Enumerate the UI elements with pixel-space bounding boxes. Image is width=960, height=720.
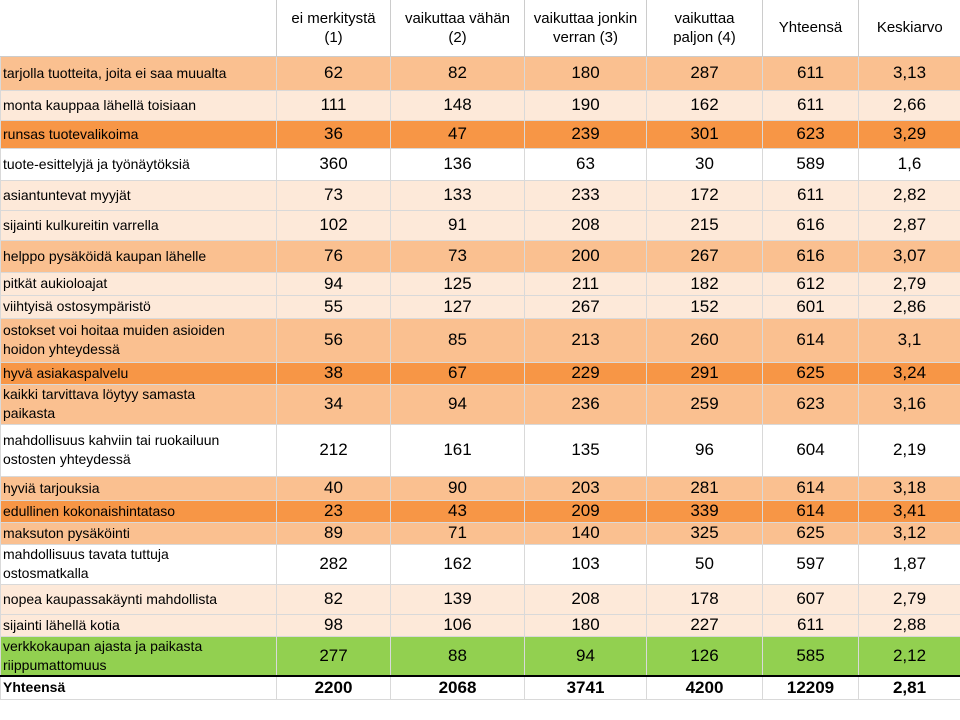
- row-value-cell: 180: [525, 614, 647, 636]
- row-value-cell: 94: [525, 636, 647, 676]
- row-value-cell: 360: [277, 148, 391, 180]
- row-value-cell: 96: [647, 424, 763, 476]
- row-value-cell: 282: [277, 544, 391, 584]
- table-row: [1, 500, 960, 522]
- row-label-line: mahdollisuus kahviin tai ruokailuun: [3, 432, 220, 448]
- row-value-cell: 233: [525, 180, 647, 210]
- row-value-cell: 106: [391, 614, 525, 636]
- row-label-line: pitkät aukioloajat: [3, 275, 108, 291]
- row-label: [1, 90, 277, 120]
- row-value-cell: 2,88: [859, 614, 960, 636]
- total-value-cell: 2068: [391, 676, 525, 700]
- row-value-cell: 82: [391, 56, 525, 90]
- row-value-cell: 76: [277, 240, 391, 272]
- row-value-cell: 259: [647, 384, 763, 424]
- total-value-cell: 2200: [277, 676, 391, 700]
- row-label: [1, 120, 277, 148]
- table-row: [1, 295, 960, 318]
- row-label: [1, 295, 277, 318]
- row-value-cell: 208: [525, 584, 647, 614]
- row-value-cell: 55: [277, 295, 391, 318]
- row-value-cell: 267: [647, 240, 763, 272]
- row-label-line: helppo pysäköidä kaupan lähelle: [3, 247, 207, 264]
- table-row: [1, 318, 960, 362]
- row-value-cell: 3,41: [859, 500, 960, 522]
- total-value-cell: 3741: [525, 676, 647, 700]
- row-value-cell: 614: [763, 476, 859, 500]
- row-value-cell: 585: [763, 636, 859, 676]
- row-value-cell: 614: [763, 500, 859, 522]
- row-label-line: monta kauppaa lähellä toisiaan: [3, 96, 197, 113]
- row-value-cell: 88: [391, 636, 525, 676]
- row-label: [1, 636, 277, 676]
- row-value-cell: 3,18: [859, 476, 960, 500]
- row-value-cell: 301: [647, 120, 763, 148]
- col-header-total: Yhteensä: [763, 0, 859, 56]
- table-row: [1, 362, 960, 384]
- row-label-line: nopea kaupassakäynti mahdollista: [3, 590, 218, 607]
- row-value-cell: 227: [647, 614, 763, 636]
- table-row: [1, 636, 960, 676]
- row-value-cell: 236: [525, 384, 647, 424]
- row-value-cell: 215: [647, 210, 763, 240]
- table-row: [1, 148, 960, 180]
- row-value-cell: 2,79: [859, 584, 960, 614]
- table-row: [1, 56, 960, 90]
- row-value-cell: 103: [525, 544, 647, 584]
- row-label-line: verkkokaupan ajasta ja paikasta: [3, 637, 203, 654]
- row-label: [1, 584, 277, 614]
- row-value-cell: 2,86: [859, 295, 960, 318]
- row-value-cell: 623: [763, 120, 859, 148]
- row-value-cell: 140: [525, 522, 647, 544]
- row-label-line: hyvä asiakaspalvelu: [3, 364, 129, 381]
- row-label: [1, 272, 277, 295]
- row-value-cell: 162: [391, 544, 525, 584]
- row-label-line: sijainti kulkureitin varrella: [3, 216, 159, 233]
- row-value-cell: 3,07: [859, 240, 960, 272]
- row-value-cell: 211: [525, 272, 647, 295]
- row-value-cell: 36: [277, 120, 391, 148]
- row-value-cell: 172: [647, 180, 763, 210]
- row-value-cell: 98: [277, 614, 391, 636]
- row-value-cell: 3,13: [859, 56, 960, 90]
- row-label: [1, 614, 277, 636]
- row-value-cell: 34: [277, 384, 391, 424]
- row-value-cell: 47: [391, 120, 525, 148]
- row-label-line: maksuton pysäköinti: [3, 524, 130, 541]
- row-label-line: sijainti lähellä kotia: [3, 616, 120, 633]
- row-label: [1, 240, 277, 272]
- row-label-line: riippumattomuus: [3, 656, 107, 673]
- row-value-cell: 212: [277, 424, 391, 476]
- row-label-line: edullinen kokonaishintataso: [3, 502, 176, 519]
- row-label-line: viihtyisä ostosympäristö: [3, 298, 151, 314]
- row-label: [1, 148, 277, 180]
- row-label-line: paikasta: [3, 405, 56, 421]
- row-value-cell: 623: [763, 384, 859, 424]
- total-value-cell: 4200: [647, 676, 763, 700]
- col-header-3: vaikuttaa jonkin verran (3): [525, 0, 647, 56]
- row-value-cell: 614: [763, 318, 859, 362]
- row-value-cell: 2,66: [859, 90, 960, 120]
- row-value-cell: 291: [647, 362, 763, 384]
- row-value-cell: 56: [277, 318, 391, 362]
- row-value-cell: 611: [763, 614, 859, 636]
- row-value-cell: 127: [391, 295, 525, 318]
- total-row: [1, 676, 960, 700]
- row-value-cell: 3,24: [859, 362, 960, 384]
- row-label-line: hyviä tarjouksia: [3, 479, 100, 496]
- col-header-1: ei merkitystä (1): [277, 0, 391, 56]
- row-label-line: kaikki tarvittava löytyy samasta: [3, 386, 196, 402]
- row-value-cell: 71: [391, 522, 525, 544]
- row-value-cell: 133: [391, 180, 525, 210]
- row-value-cell: 601: [763, 295, 859, 318]
- row-label-line: ostosten yhteydessä: [3, 451, 131, 467]
- row-value-cell: 625: [763, 522, 859, 544]
- row-value-cell: 213: [525, 318, 647, 362]
- row-label-line: asiantuntevat myyjät: [3, 186, 131, 203]
- table-row: [1, 210, 960, 240]
- row-value-cell: 50: [647, 544, 763, 584]
- row-value-cell: 94: [277, 272, 391, 295]
- row-value-cell: 43: [391, 500, 525, 522]
- row-label-line: runsas tuotevalikoima: [3, 125, 139, 142]
- row-value-cell: 625: [763, 362, 859, 384]
- row-value-cell: 208: [525, 210, 647, 240]
- row-label-line: hoidon yhteydessä: [3, 341, 120, 357]
- row-value-cell: 125: [391, 272, 525, 295]
- row-value-cell: 67: [391, 362, 525, 384]
- row-value-cell: 616: [763, 240, 859, 272]
- row-value-cell: 180: [525, 56, 647, 90]
- row-value-cell: 611: [763, 90, 859, 120]
- row-label: [1, 384, 277, 424]
- row-value-cell: 203: [525, 476, 647, 500]
- row-label: [1, 522, 277, 544]
- row-value-cell: 260: [647, 318, 763, 362]
- row-label: [1, 318, 277, 362]
- header-blank-cell: [1, 0, 277, 56]
- row-value-cell: 1,6: [859, 148, 960, 180]
- row-value-cell: 73: [277, 180, 391, 210]
- row-label-line: ostokset voi hoitaa muiden asioiden: [3, 322, 225, 338]
- row-value-cell: 135: [525, 424, 647, 476]
- row-label-line: mahdollisuus tavata tuttuja: [3, 546, 169, 562]
- header-row: [1, 0, 960, 56]
- row-value-cell: 136: [391, 148, 525, 180]
- row-value-cell: 287: [647, 56, 763, 90]
- row-value-cell: 85: [391, 318, 525, 362]
- total-value-cell: 12209: [763, 676, 859, 700]
- row-value-cell: 162: [647, 90, 763, 120]
- row-value-cell: 597: [763, 544, 859, 584]
- table-row: [1, 544, 960, 584]
- table-row: [1, 424, 960, 476]
- table-row: [1, 384, 960, 424]
- row-value-cell: 611: [763, 180, 859, 210]
- table-row: [1, 476, 960, 500]
- row-value-cell: 267: [525, 295, 647, 318]
- row-value-cell: 611: [763, 56, 859, 90]
- row-value-cell: 612: [763, 272, 859, 295]
- row-value-cell: 94: [391, 384, 525, 424]
- table-row: [1, 120, 960, 148]
- row-value-cell: 604: [763, 424, 859, 476]
- row-value-cell: 3,1: [859, 318, 960, 362]
- row-value-cell: 209: [525, 500, 647, 522]
- col-header-2: vaikuttaa vähän (2): [391, 0, 525, 56]
- row-value-cell: 277: [277, 636, 391, 676]
- row-label-line: tuote-esittelyjä ja työnäytöksiä: [3, 155, 190, 172]
- row-value-cell: 89: [277, 522, 391, 544]
- table-row: [1, 90, 960, 120]
- total-label: Yhteensä: [1, 676, 277, 700]
- row-value-cell: 90: [391, 476, 525, 500]
- table-row: [1, 240, 960, 272]
- row-value-cell: 126: [647, 636, 763, 676]
- row-value-cell: 148: [391, 90, 525, 120]
- table-body: [1, 56, 960, 700]
- row-value-cell: 139: [391, 584, 525, 614]
- row-label: [1, 362, 277, 384]
- row-value-cell: 30: [647, 148, 763, 180]
- row-value-cell: 102: [277, 210, 391, 240]
- row-value-cell: 190: [525, 90, 647, 120]
- table-row: [1, 584, 960, 614]
- row-value-cell: 2,87: [859, 210, 960, 240]
- row-value-cell: 91: [391, 210, 525, 240]
- row-value-cell: 281: [647, 476, 763, 500]
- row-value-cell: 178: [647, 584, 763, 614]
- col-header-mean: Keskiarvo: [859, 0, 960, 56]
- row-value-cell: 82: [277, 584, 391, 614]
- row-label-line: tarjolla tuotteita, joita ei saa muualta: [3, 64, 227, 81]
- row-value-cell: 3,12: [859, 522, 960, 544]
- row-value-cell: 152: [647, 295, 763, 318]
- row-value-cell: 161: [391, 424, 525, 476]
- col-header-4: vaikuttaa paljon (4): [647, 0, 763, 56]
- total-value-cell: 2,81: [859, 676, 960, 700]
- row-value-cell: 616: [763, 210, 859, 240]
- row-value-cell: 607: [763, 584, 859, 614]
- row-value-cell: 2,12: [859, 636, 960, 676]
- row-value-cell: 2,82: [859, 180, 960, 210]
- row-value-cell: 40: [277, 476, 391, 500]
- row-value-cell: 38: [277, 362, 391, 384]
- row-label: [1, 56, 277, 90]
- row-value-cell: 3,29: [859, 120, 960, 148]
- row-value-cell: 2,19: [859, 424, 960, 476]
- row-value-cell: 1,87: [859, 544, 960, 584]
- row-value-cell: 589: [763, 148, 859, 180]
- row-value-cell: 229: [525, 362, 647, 384]
- row-label-line: ostosmatkalla: [3, 565, 89, 581]
- row-value-cell: 111: [277, 90, 391, 120]
- table-row: [1, 272, 960, 295]
- row-label: [1, 500, 277, 522]
- table-row: [1, 522, 960, 544]
- row-value-cell: 182: [647, 272, 763, 295]
- row-label: [1, 180, 277, 210]
- row-value-cell: 325: [647, 522, 763, 544]
- row-label: [1, 210, 277, 240]
- row-value-cell: 63: [525, 148, 647, 180]
- table-row: [1, 614, 960, 636]
- row-value-cell: 3,16: [859, 384, 960, 424]
- row-label: [1, 424, 277, 476]
- row-value-cell: 62: [277, 56, 391, 90]
- row-label: [1, 544, 277, 584]
- row-value-cell: 239: [525, 120, 647, 148]
- row-value-cell: 339: [647, 500, 763, 522]
- row-value-cell: 23: [277, 500, 391, 522]
- row-value-cell: 200: [525, 240, 647, 272]
- row-label: [1, 476, 277, 500]
- row-value-cell: 73: [391, 240, 525, 272]
- row-value-cell: 2,79: [859, 272, 960, 295]
- table-row: [1, 180, 960, 210]
